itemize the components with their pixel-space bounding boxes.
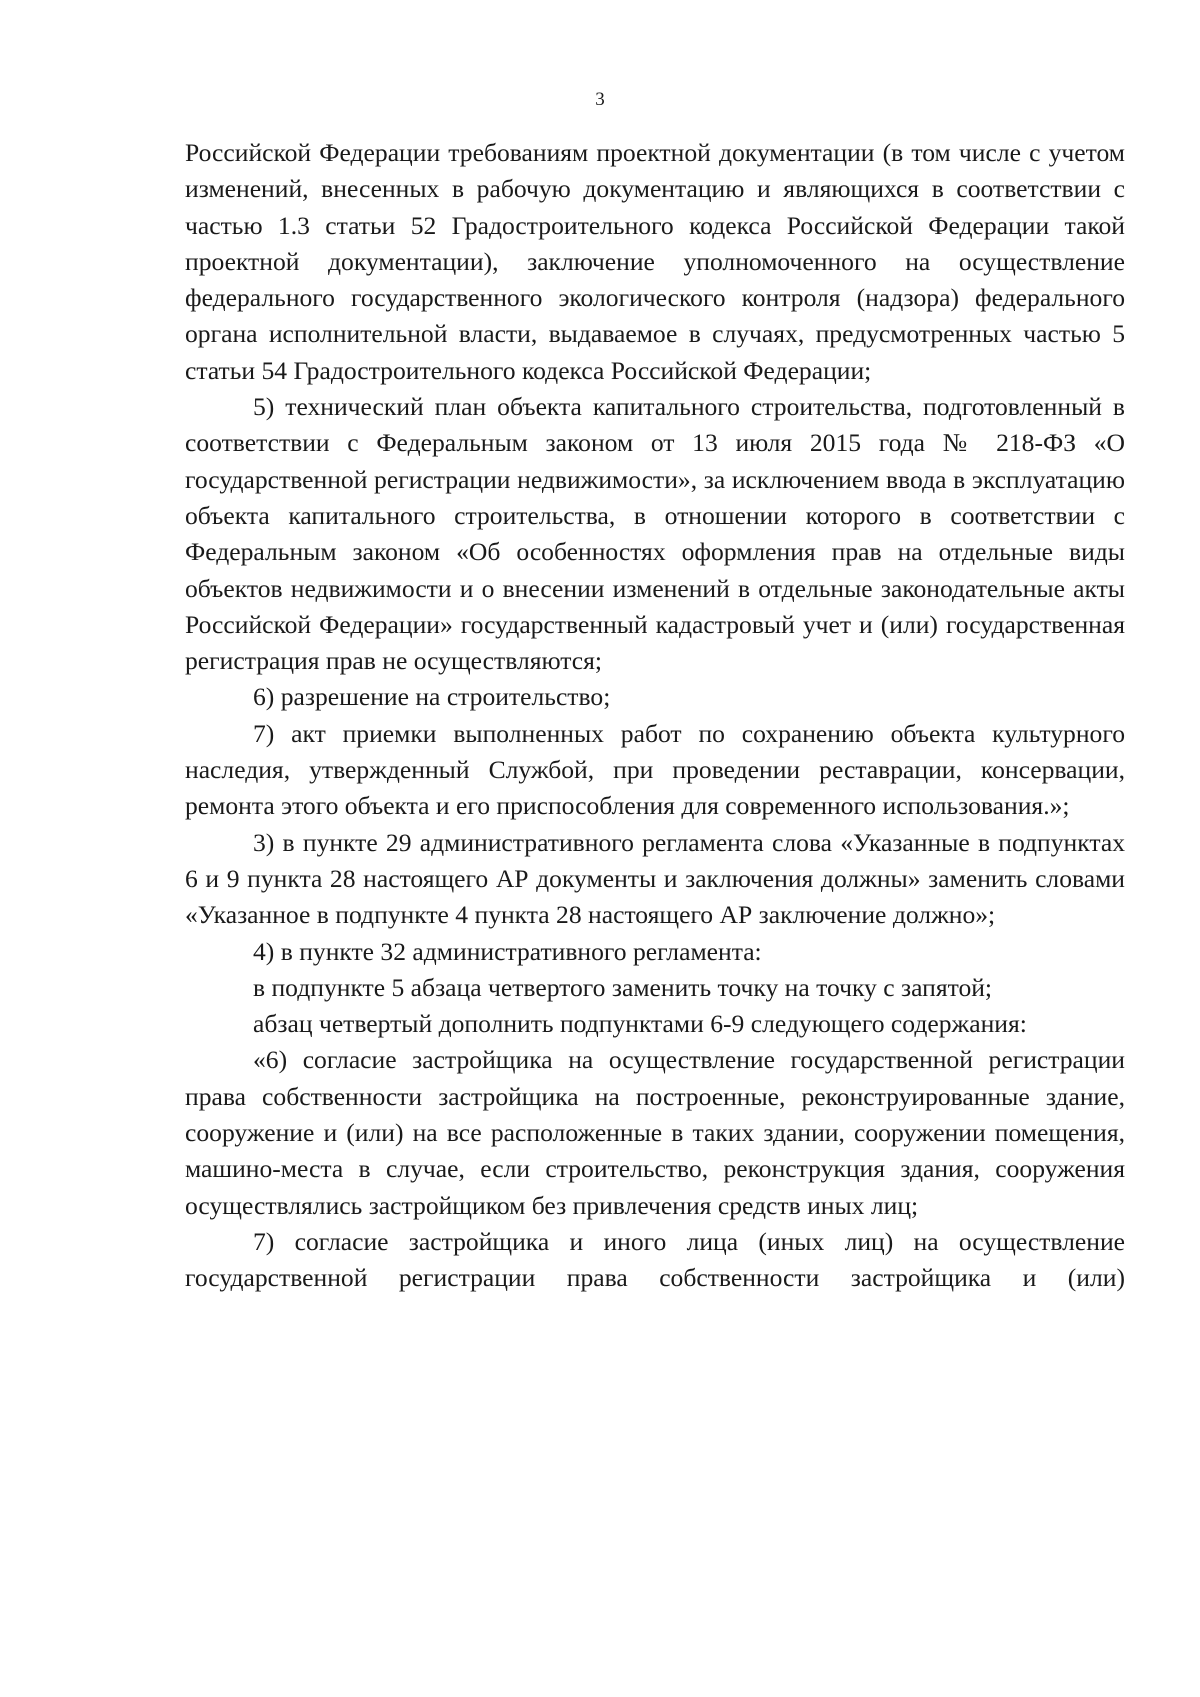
paragraph-subitem-7-consent: 7) согласие застройщика и иного лица (иных лиц) на осуществление государственной регистрации права собственности застройщика и (или)	[185, 1226, 1125, 1293]
paragraph-add-subitems-6-9: абзац четвертый дополнить подпунктами 6-9 следующего содержания:	[253, 1009, 1027, 1039]
document-body	[185, 135, 1125, 1297]
paragraph-requirements-continuation: Российской Федерации требованиям проектной документации (в том числе с учетом изменений, внесенных в рабочую документацию и являющихся в соответствии с частью 1.3 статьи 52 Градостроительного кодекса Российской Федерации такой проектной документации), заключение уполномоченного на осуществление федерального государственного экологического контроля (надзора) федерального органа исполнительной власти, выдаваемое в случаях, предусмотренных частью 5 статьи 54 Градостроительного кодекса Российской Федерации;	[185, 138, 1125, 385]
paragraph-subitem-6-consent: «6) согласие застройщика на осуществление государственной регистрации права собственности застройщика на построенные, реконструированные здание, сооружение и (или) на все расположенные в таких здании, сооружении помещения, машино-места в случае, если строительство, реконструкция здания, сооружения осуществлялись застройщиком без привлечения средств иных лиц;	[185, 1045, 1125, 1220]
paragraph-item-7-acceptance-act: 7) акт приемки выполненных работ по сохранению объекта культурного наследия, утвержденный Службой, при проведении реставрации, консервации, ремонта этого объекта и его приспособления для современного использования.»;	[185, 718, 1125, 821]
paragraph-amendment-4-point-32: 4) в пункте 32 административного регламента:	[253, 936, 762, 966]
paragraph-item-6-building-permit: 6) разрешение на строительство;	[253, 682, 611, 712]
paragraph-subitem-5-punctuation: в подпункте 5 абзаца четвертого заменить точку на точку с запятой;	[253, 972, 993, 1002]
paragraph-item-5-technical-plan: 5) технический план объекта капитального строительства, подготовленный в соответствии с Федеральным законом от 13 июля 2015 года № 218-ФЗ «О государственной регистрации недвижимости», за исключением ввода в эксплуатацию объекта капитального строительства, в отношении которого в соответствии с Федеральным законом «Об особенностях оформления прав на отдельные виды объектов недвижимости и о внесении изменений в отдельные законодательные акты Российской Федерации» государственный кадастровый учет и (или) государственная регистрация прав не осуществляются;	[185, 392, 1125, 676]
paragraph-amendment-3-point-29: 3) в пункте 29 административного регламента слова «Указанные в подпунктах 6 и 9 пункта 28 настоящего АР документы и заключения должны» заменить словами «Указанное в подпункте 4 пункта 28 настоящего АР заключение должно»;	[185, 827, 1125, 930]
page-number: 3	[595, 89, 605, 110]
